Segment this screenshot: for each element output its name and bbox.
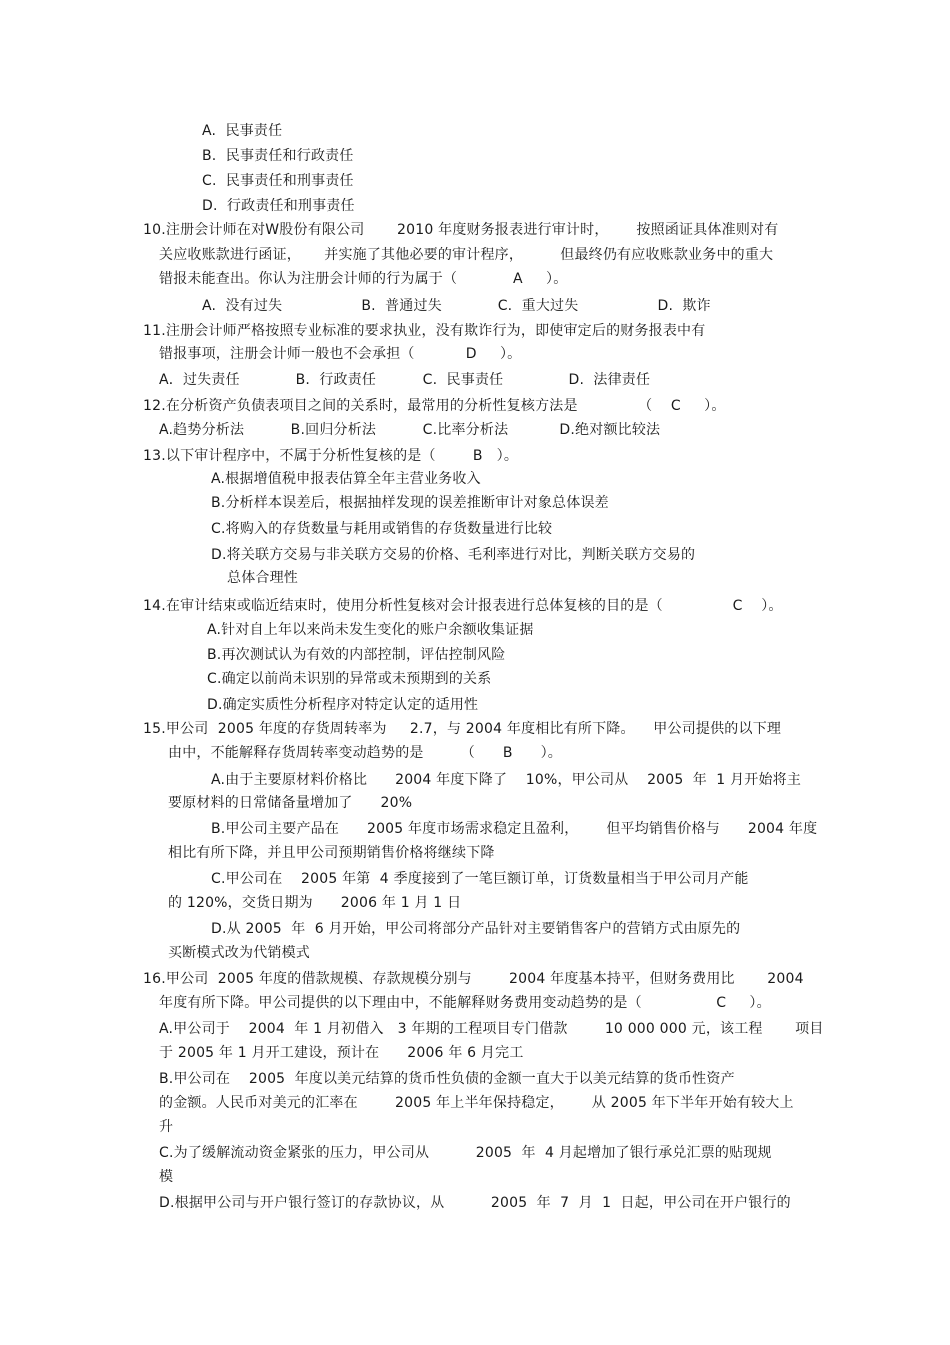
q14-option-c: C.确定以前尚未识别的异常或未预期到的关系 <box>207 671 492 687</box>
q15-option-b-line-1: B.甲公司主要产品在 2005 年度市场需求稳定且盈利， 但平均销售价格与 2004 年度 <box>211 821 818 837</box>
q9-option-a: A. 民事责任 <box>202 123 283 139</box>
q15-stem-line-2: 由中，不能解释存货周转率变动趋势的是 （ B ）。 <box>168 745 563 761</box>
q13-option-d-line-2: 总体合理性 <box>227 570 298 586</box>
q14-option-b: B.再次测试认为有效的内部控制，评估控制风险 <box>207 647 506 663</box>
q16-option-b-line-1: B.甲公司在 2005 年度以美元结算的货币性负债的金额一直大于以美元结算的货币性资产 <box>159 1071 735 1087</box>
q14-option-a: A.针对自上年以来尚未发生变化的账户余额收集证据 <box>207 622 534 638</box>
q14-option-d: D.确定实质性分析程序对特定认定的适用性 <box>207 697 479 713</box>
q9-option-d: D. 行政责任和刑事责任 <box>202 198 355 214</box>
q15-option-a-line-2: 要原材料的日常储备量增加了 20% <box>168 795 413 811</box>
q16-option-d-line-1: D.根据甲公司与开户银行签订的存款协议，从 2005 年 7 月 1 日起，甲公司在开户银行的 <box>159 1195 791 1211</box>
q15-option-d-line-1: D.从 2005 年 6 月开始，甲公司将部分产品针对主要销售客户的营销方式由原先的 <box>211 921 741 937</box>
q9-option-b: B. 民事责任和行政责任 <box>202 148 354 164</box>
q11-stem-line-1: 11.注册会计师严格按照专业标准的要求执业，没有欺诈行为，即使审定后的财务报表中有 <box>143 323 706 339</box>
q10-stem-line-2: 关应收账款进行函证， 并实施了其他必要的审计程序， 但最终仍有应收账款业务中的重大 <box>159 247 774 263</box>
q16-option-c-line-1: C.为了缓解流动资金紧张的压力，甲公司从 2005 年 4 月起增加了银行承兑汇票的贴现规 <box>159 1145 772 1161</box>
q15-option-a-line-1: A.由于主要原材料价格比 2004 年度下降了 10%，甲公司从 2005 年 1 月开始将主 <box>211 772 802 788</box>
q15-option-c-line-2: 的 120%，交货日期为 2006 年 1 月 1 日 <box>168 895 462 911</box>
q10-stem-line-1: 10.注册会计师在对W股份有限公司 2010 年度财务报表进行审计时， 按照函证具体准则对有 <box>143 222 779 238</box>
q13-option-a: A.根据增值税申报表估算全年主营业务收入 <box>211 471 481 487</box>
q13-option-b: B.分析样本误差后，根据抽样发现的误差推断审计对象总体误差 <box>211 495 609 511</box>
q14-stem: 14.在审计结束或临近结束时，使用分析性复核对会计报表进行总体复核的目的是（ C ）。 <box>143 598 783 614</box>
q10-stem-line-3: 错报未能查出。你认为注册会计师的行为属于（ A ）。 <box>159 271 568 287</box>
q16-option-a-line-1: A.甲公司于 2004 年 1 月初借入 3 年期的工程项目专门借款 10 000 000 元，该工程 项目 <box>159 1021 824 1037</box>
q15-stem-line-1: 15.甲公司 2005 年度的存货周转率为 2.7，与 2004 年度相比有所下降。 甲公司提供的以下理 <box>143 721 782 737</box>
q11-options: A．过失责任 B. 行政责任 C. 民事责任 D. 法律责任 <box>159 372 651 388</box>
q15-option-d-line-2: 买断模式改为代销模式 <box>168 945 310 961</box>
q13-option-d-line-1: D.将关联方交易与非关联方交易的价格、毛利率进行对比，判断关联方交易的 <box>211 547 696 563</box>
q11-stem-line-2: 错报事项，注册会计师一般也不会承担（ D ）。 <box>159 346 522 362</box>
q10-options: A. 没有过失 B. 普通过失 C. 重大过失 D. 欺诈 <box>202 298 711 314</box>
q15-option-c-line-1: C.甲公司在 2005 年第 4 季度接到了一笔巨额订单，订货数量相当于甲公司月产能 <box>211 871 749 887</box>
q13-option-c: C.将购入的存货数量与耗用或销售的存货数量进行比较 <box>211 521 553 537</box>
q16-stem-line-2: 年度有所下降。甲公司提供的以下理由中，不能解释财务费用变动趋势的是（ C ）。 <box>159 995 771 1011</box>
q16-option-b-line-2: 的金额。人民币对美元的汇率在 2005 年上半年保持稳定， 从 2005 年下半年开始有较大上 <box>159 1095 794 1111</box>
q12-options: A.趋势分析法 B.回归分析法 C.比率分析法 D.绝对额比较法 <box>159 422 661 438</box>
q9-option-c: C. 民事责任和刑事责任 <box>202 173 354 189</box>
q16-option-c-line-2: 模 <box>159 1169 174 1185</box>
q12-stem: 12.在分析资产负债表项目之间的关系时，最常用的分析性复核方法是 （ C ）。 <box>143 398 726 414</box>
q16-option-a-line-2: 于 2005 年 1 月开工建设，预计在 2006 年 6 月完工 <box>159 1045 524 1061</box>
q13-stem: 13.以下审计程序中，不属于分析性复核的是（ B ）。 <box>143 448 519 464</box>
q16-stem-line-1: 16.甲公司 2005 年度的借款规模、存款规模分别与 2004 年度基本持平，但财务费用比 2004 <box>143 971 804 987</box>
q16-option-b-line-3: 升 <box>159 1119 174 1135</box>
q15-option-b-line-2: 相比有所下降，并且甲公司预期销售价格将继续下降 <box>168 845 495 861</box>
